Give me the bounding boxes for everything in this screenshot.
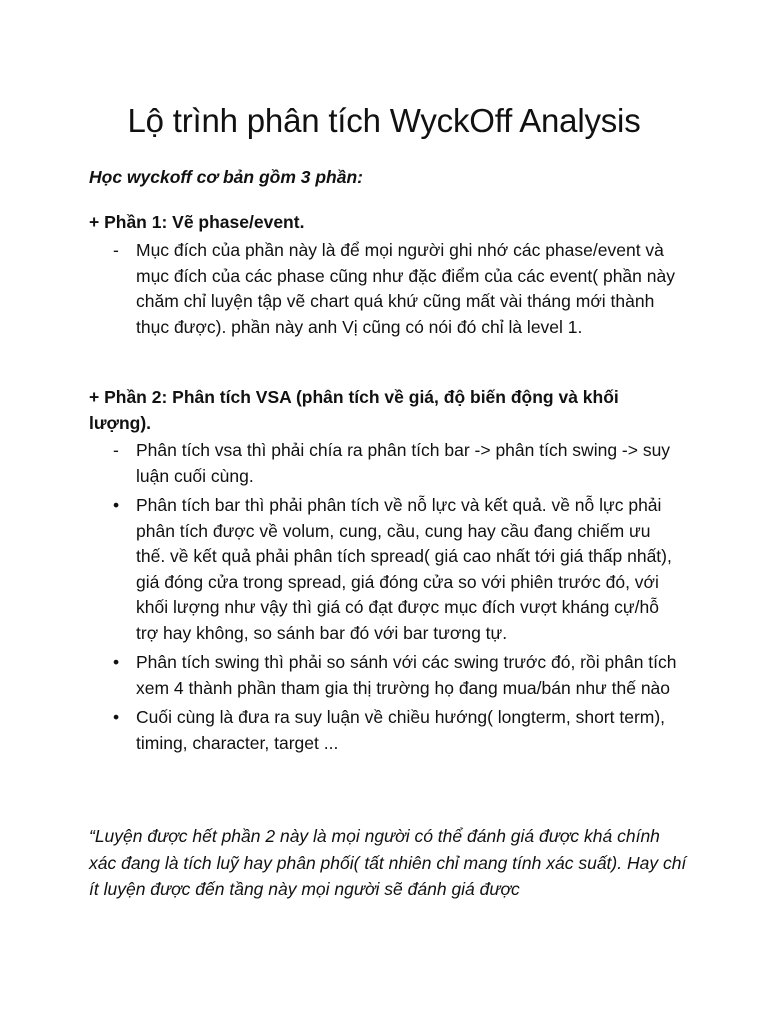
list-item-text: Phân tích bar thì phải phân tích về nỗ lực và kết quả. về nỗ lực phải phân tích được về volum, cung, cầu, cung hay cầu đang chiếm ưu thế. về kết quả phải phân tích spread( giá cao nhất tới giá thấp nhất), giá đóng cửa trong spread, giá đóng cửa so với phiên trước đó, với khối lượng như vậy thì giá có đạt được mục đích vượt kháng cự/hỗ trợ hay không, so sánh bar đó với bar tương tự. [136, 495, 672, 643]
part2-list [89, 438, 689, 760]
dash-marker: - [113, 240, 119, 260]
list-item-text: Phân tích vsa thì phải chía ra phân tích bar -> phân tích swing -> suy luận cuối cùng. [136, 440, 671, 486]
page-title: Lộ trình phân tích WyckOff Analysis [127, 102, 641, 139]
bullet-marker: • [113, 707, 120, 727]
list-item [89, 705, 689, 756]
list-item [89, 238, 689, 340]
part1-list [89, 238, 689, 344]
list-item-text: Cuối cùng là đưa ra suy luận về chiều hướng( longterm, short term), timing, character, target ... [136, 707, 666, 753]
part1-heading: + Phần 1: Vẽ phase/event. [89, 212, 305, 232]
part2-heading: + Phần 2: Phân tích VSA (phân tích về giá, độ biến động và khối lượng). [89, 387, 619, 433]
closing-quote: “Luyện được hết phần 2 này là mọi người có thể đánh giá được khá chính xác đang là tích luỹ hay phân phối( tất nhiên chỉ mang tính xác suất). Hay chí ít luyện được đến tầng này mọi người sẽ đánh giá được [89, 826, 687, 899]
bullet-marker: • [113, 652, 120, 672]
bullet-marker: • [113, 495, 120, 515]
list-item [89, 493, 689, 646]
intro-subtitle: Học wyckoff cơ bản gồm 3 phần: [89, 167, 363, 187]
list-item-text: Phân tích swing thì phải so sánh với các swing trước đó, rồi phân tích xem 4 thành phần tham gia thị trường họ đang mua/bán như thế nào [136, 652, 677, 698]
list-item-text: Mục đích của phần này là để mọi người ghi nhớ các phase/event và mục đích của các phase cũng như đặc điểm của các event( phần này chăm chỉ luyện tập vẽ chart quá khứ cũng mất vài tháng mới thành thục được). phần này anh Vị cũng có nói đó chỉ là level 1. [136, 240, 675, 337]
list-item [89, 438, 689, 489]
list-item [89, 650, 689, 701]
dash-marker: - [113, 440, 119, 460]
